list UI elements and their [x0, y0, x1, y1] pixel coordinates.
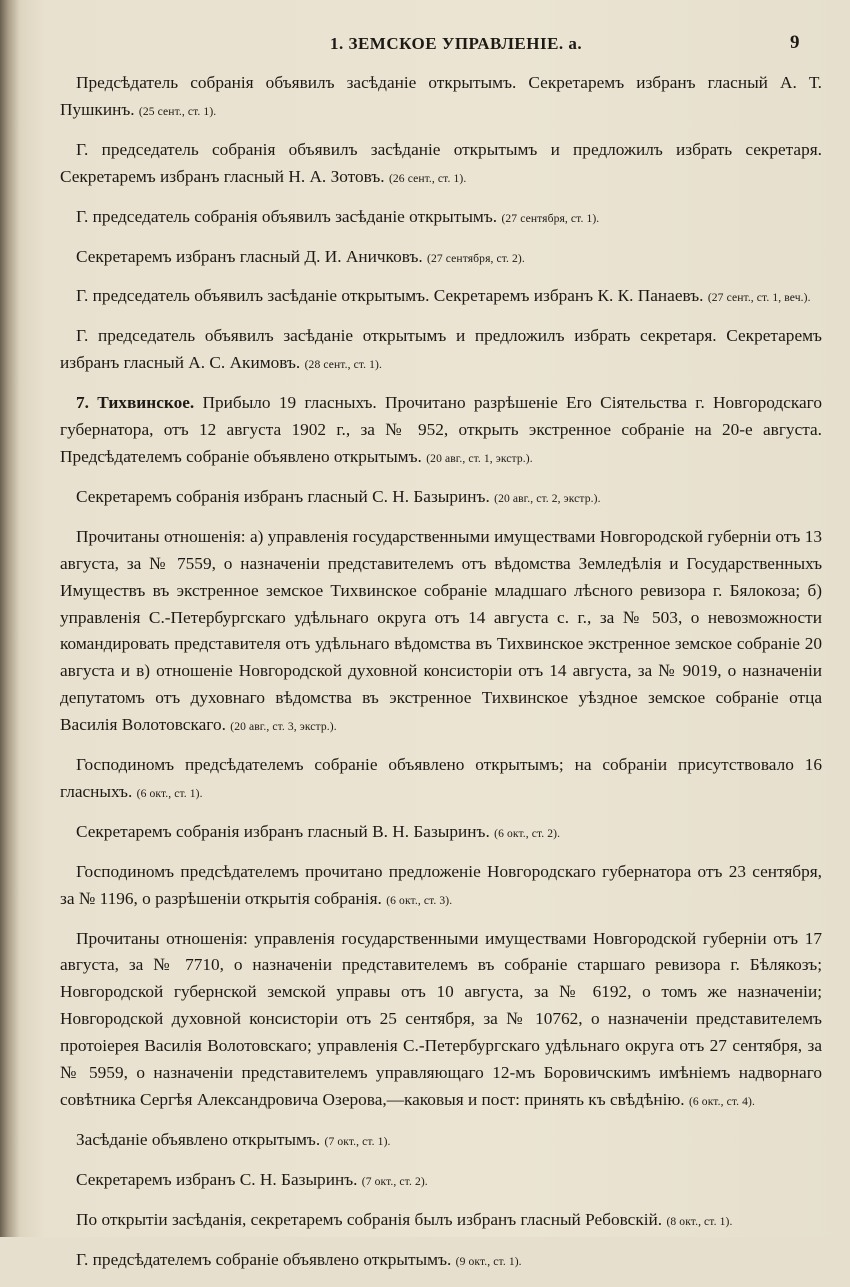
paragraph-text: Г. предсѣдателемъ собраніе объявлено открытымъ. [76, 1249, 452, 1269]
paragraph-text: Прибыло 19 гласныхъ. Прочитано разрѣшеніе Его Сіятельства г. Новгородскаго губернатора, отъ 12 августа 1902 г., за № 952, открыть экстренное собраніе на 20-е августа. Предсѣдателемъ собраніе объявлено открытымъ. [60, 393, 822, 466]
session-reference: (7 окт., ст. 2). [361, 1174, 428, 1188]
session-reference: (8 окт., ст. 1). [666, 1214, 733, 1228]
paragraph-text: Предсѣдатель собранія объявилъ засѣданіе открытымъ. Секретаремъ избранъ гласный А. Т. Пушкинъ. [60, 73, 822, 119]
paragraph-text: Прочитаны отношенія: а) управленія государственными имуществами Новгородской губерніи отъ 13 августа, за № 7559, о назначеніи представителемъ отъ вѣдомства Земледѣлія и Государственныхъ Имуществъ въ экстренное земское Тихвинское собраніе младшаго лѣсного ревизора г. Бялокоза; б) управленія С.-Петербургскаго удѣльнаго округа отъ 14 августа с. г., за № 503, о невозможности командировать представителя отъ удѣльнаго вѣдомства въ Тихвинское экстренное земское собраніе 20 августа и в) отношеніе Новгородской духовной консисторіи отъ 14 августа, за № 9019, о назначеніи депутатомъ отъ духовнаго вѣдомства въ экстренное Тихвинское уѣздное земское собраніе отца Василія Волотовскаго. [60, 526, 822, 735]
paragraph-text: Прочитаны отношенія: управленія государственными имуществами Новгородской губерніи отъ 17 августа, за № 7710, о назначеніи представителемъ въ собраніе старшаго ревизора г. Бѣлякозъ; Новгородской губернской земской управы отъ 10 августа, за № 6192, о томъ же назначеніи; Новгородской духовной консисторіи отъ 25 сентября, за № 10762, о назначеніи представителемъ протоіерея Василія Волотовскаго; управленія С.-Петербургскаго удѣльнаго округа отъ 27 сентября, за № 5959, о назначеніи представителемъ управляющаго 12-мъ Боровичскимъ имѣніемъ надворнаго совѣтника Сергѣя Александровича Озерова,—каковыя и пост: принять къ свѣдѣнію. [60, 928, 822, 1109]
session-reference: (28 сент., ст. 1). [304, 358, 382, 372]
paragraph-text: По открытіи засѣданія, секретаремъ собранія былъ избранъ гласный Ребовскій. [76, 1209, 663, 1229]
session-reference: (25 сент., ст. 1). [138, 104, 217, 118]
session-reference: (20 авг., ст. 3, экстр.). [230, 720, 337, 734]
session-reference: (6 окт., ст. 3). [386, 893, 453, 907]
session-reference: (20 авг., ст. 2, экстр.). [494, 491, 601, 505]
paragraph [60, 1207, 822, 1236]
paragraph-text: Господиномъ предсѣдателемъ собраніе объявлено открытымъ; на собраніи присутствовало 16 гласныхъ. [60, 755, 822, 801]
session-reference: (7 окт., ст. 1). [324, 1134, 391, 1148]
session-reference: (6 окт., ст. 4). [688, 1095, 755, 1108]
section-heading: 7. Тихвинское. [76, 393, 195, 413]
paragraph [60, 926, 822, 1116]
paragraph-tikhvinskoe [60, 390, 822, 473]
paragraph [60, 1167, 822, 1196]
session-reference: (6 окт., ст. 1). [136, 786, 203, 800]
paragraph [60, 1247, 822, 1276]
paragraph [60, 859, 822, 915]
session-reference: (27 сентября, ст. 2). [427, 251, 525, 265]
paragraph [60, 70, 822, 126]
paragraph-text: Секретаремъ избранъ С. Н. Базыринъ. [76, 1169, 358, 1189]
paragraph-text: Господиномъ предсѣдателемъ прочитано предложеніе Новгородскаго губернатора отъ 23 сентября, за № 1196, о разрѣшеніи открытія собранія. [60, 861, 822, 908]
paragraph-text: Секретаремъ собранія избранъ гласный В. Н. Базыринъ. [76, 821, 490, 841]
running-title: 1. ЗЕМСКОЕ УПРАВЛЕНІЕ. а. [330, 34, 583, 53]
session-reference: (26 сент., ст. 1). [388, 171, 467, 185]
session-reference: (27 сент., ст. 1, веч.). [707, 291, 811, 305]
paragraph-text: Г. председатель собранія объявилъ засѣданіе открытымъ и предложилъ избрать секретаря. Секретаремъ избранъ гласный Н. А. Зотовъ. [60, 139, 822, 186]
body-text [60, 70, 822, 1287]
page-number: 9 [790, 32, 800, 53]
session-reference: (9 окт., ст. 1). [455, 1254, 522, 1268]
paragraph [60, 204, 822, 233]
session-reference: (27 сентября, ст. 1). [501, 211, 600, 225]
session-reference: (6 окт., ст. 2). [494, 826, 561, 840]
paragraph [60, 752, 822, 808]
paragraph [60, 137, 822, 193]
paragraph-text: Засѣданіе объявлено открытымъ. [76, 1129, 321, 1149]
paragraph [60, 244, 822, 273]
session-reference: (20 авг., ст. 1, экстр.). [426, 451, 533, 465]
paragraph [60, 819, 822, 848]
paragraph [60, 1127, 822, 1156]
paragraph [60, 323, 822, 379]
paragraph [60, 524, 822, 741]
page-header [0, 34, 850, 56]
paragraph-text: Г. председатель объявилъ засѣданіе открытымъ и предложилъ избрать секретаря. Секретаремъ избранъ гласный А. С. Акимовъ. [60, 326, 822, 373]
paragraph [60, 484, 822, 513]
paragraph-text: Секретаремъ собранія избранъ гласный С. Н. Базыринъ. [76, 486, 490, 506]
paragraph-text: Г. председатель объявилъ засѣданіе открытымъ. Секретаремъ избранъ К. К. Панаевъ. [76, 286, 704, 306]
paragraph [60, 283, 822, 312]
paragraph-text: Г. председатель собранія объявилъ засѣданіе открытымъ. [76, 206, 498, 226]
paragraph-text: Секретаремъ избранъ гласный Д. И. Аничковъ. [76, 246, 423, 266]
